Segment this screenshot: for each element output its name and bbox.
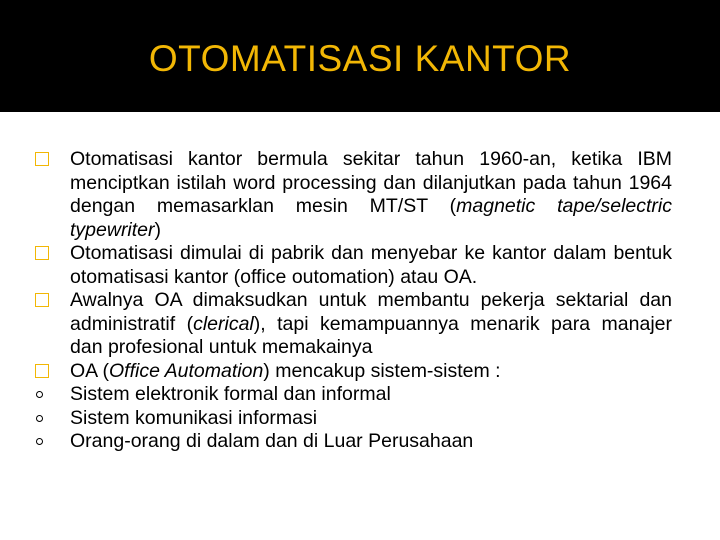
sub-bullet-item <box>32 383 672 407</box>
sub-bullet-item <box>32 430 672 454</box>
sub-bullet-text: Sistem komunikasi informasi <box>70 406 318 429</box>
slide-title: OTOMATISASI KANTOR <box>148 38 572 79</box>
sub-bullet-text: Sistem elektronik formal dan informal <box>70 383 391 405</box>
bullet-text: ) <box>154 218 162 241</box>
box-bullet-icon <box>35 293 49 307</box>
sub-bullet-item <box>32 407 672 431</box>
box-bullet-icon <box>35 152 49 166</box>
bullet-item <box>32 289 672 360</box>
circle-bullet-icon <box>36 391 43 398</box>
bullet-italic-text: magnetic tape/selectric typewriter <box>70 195 672 241</box>
circle-bullet-icon <box>36 438 43 445</box>
box-bullet-icon <box>35 246 49 260</box>
slide-content <box>32 148 672 454</box>
bullet-italic-text: clerical <box>193 312 254 335</box>
bullet-italic-text: Office Automation <box>109 359 264 382</box>
bullet-text: ), tapi kemampuannya menarik para manajer dan profesional untuk memakainya <box>70 312 672 358</box>
bullet-text: Otomatisasi kantor bermula sekitar tahun 1960-an, ketika IBM menciptkan istilah word processing dan dilanjutkan pada tahun 1964 dengan memasarklan mesin MT/ST ( <box>70 148 672 217</box>
bullet-item <box>32 242 672 289</box>
bullet-item <box>32 360 672 384</box>
circle-bullet-icon <box>36 415 43 422</box>
box-bullet-icon <box>35 364 49 378</box>
bullet-item <box>32 148 672 242</box>
bullet-text: Awalnya OA dimaksudkan untuk membantu pekerja sektarial dan administratif ( <box>70 289 672 335</box>
bullet-text: Otomatisasi dimulai di pabrik dan menyebar ke kantor dalam bentuk otomatisasi kantor (office outomation) atau OA. <box>70 242 672 288</box>
bullet-text: OA ( <box>70 359 110 382</box>
sub-bullet-text: Orang-orang di dalam dan di Luar Perusahaan <box>70 430 474 452</box>
bullet-text: ) mencakup sistem-sistem : <box>263 359 501 382</box>
